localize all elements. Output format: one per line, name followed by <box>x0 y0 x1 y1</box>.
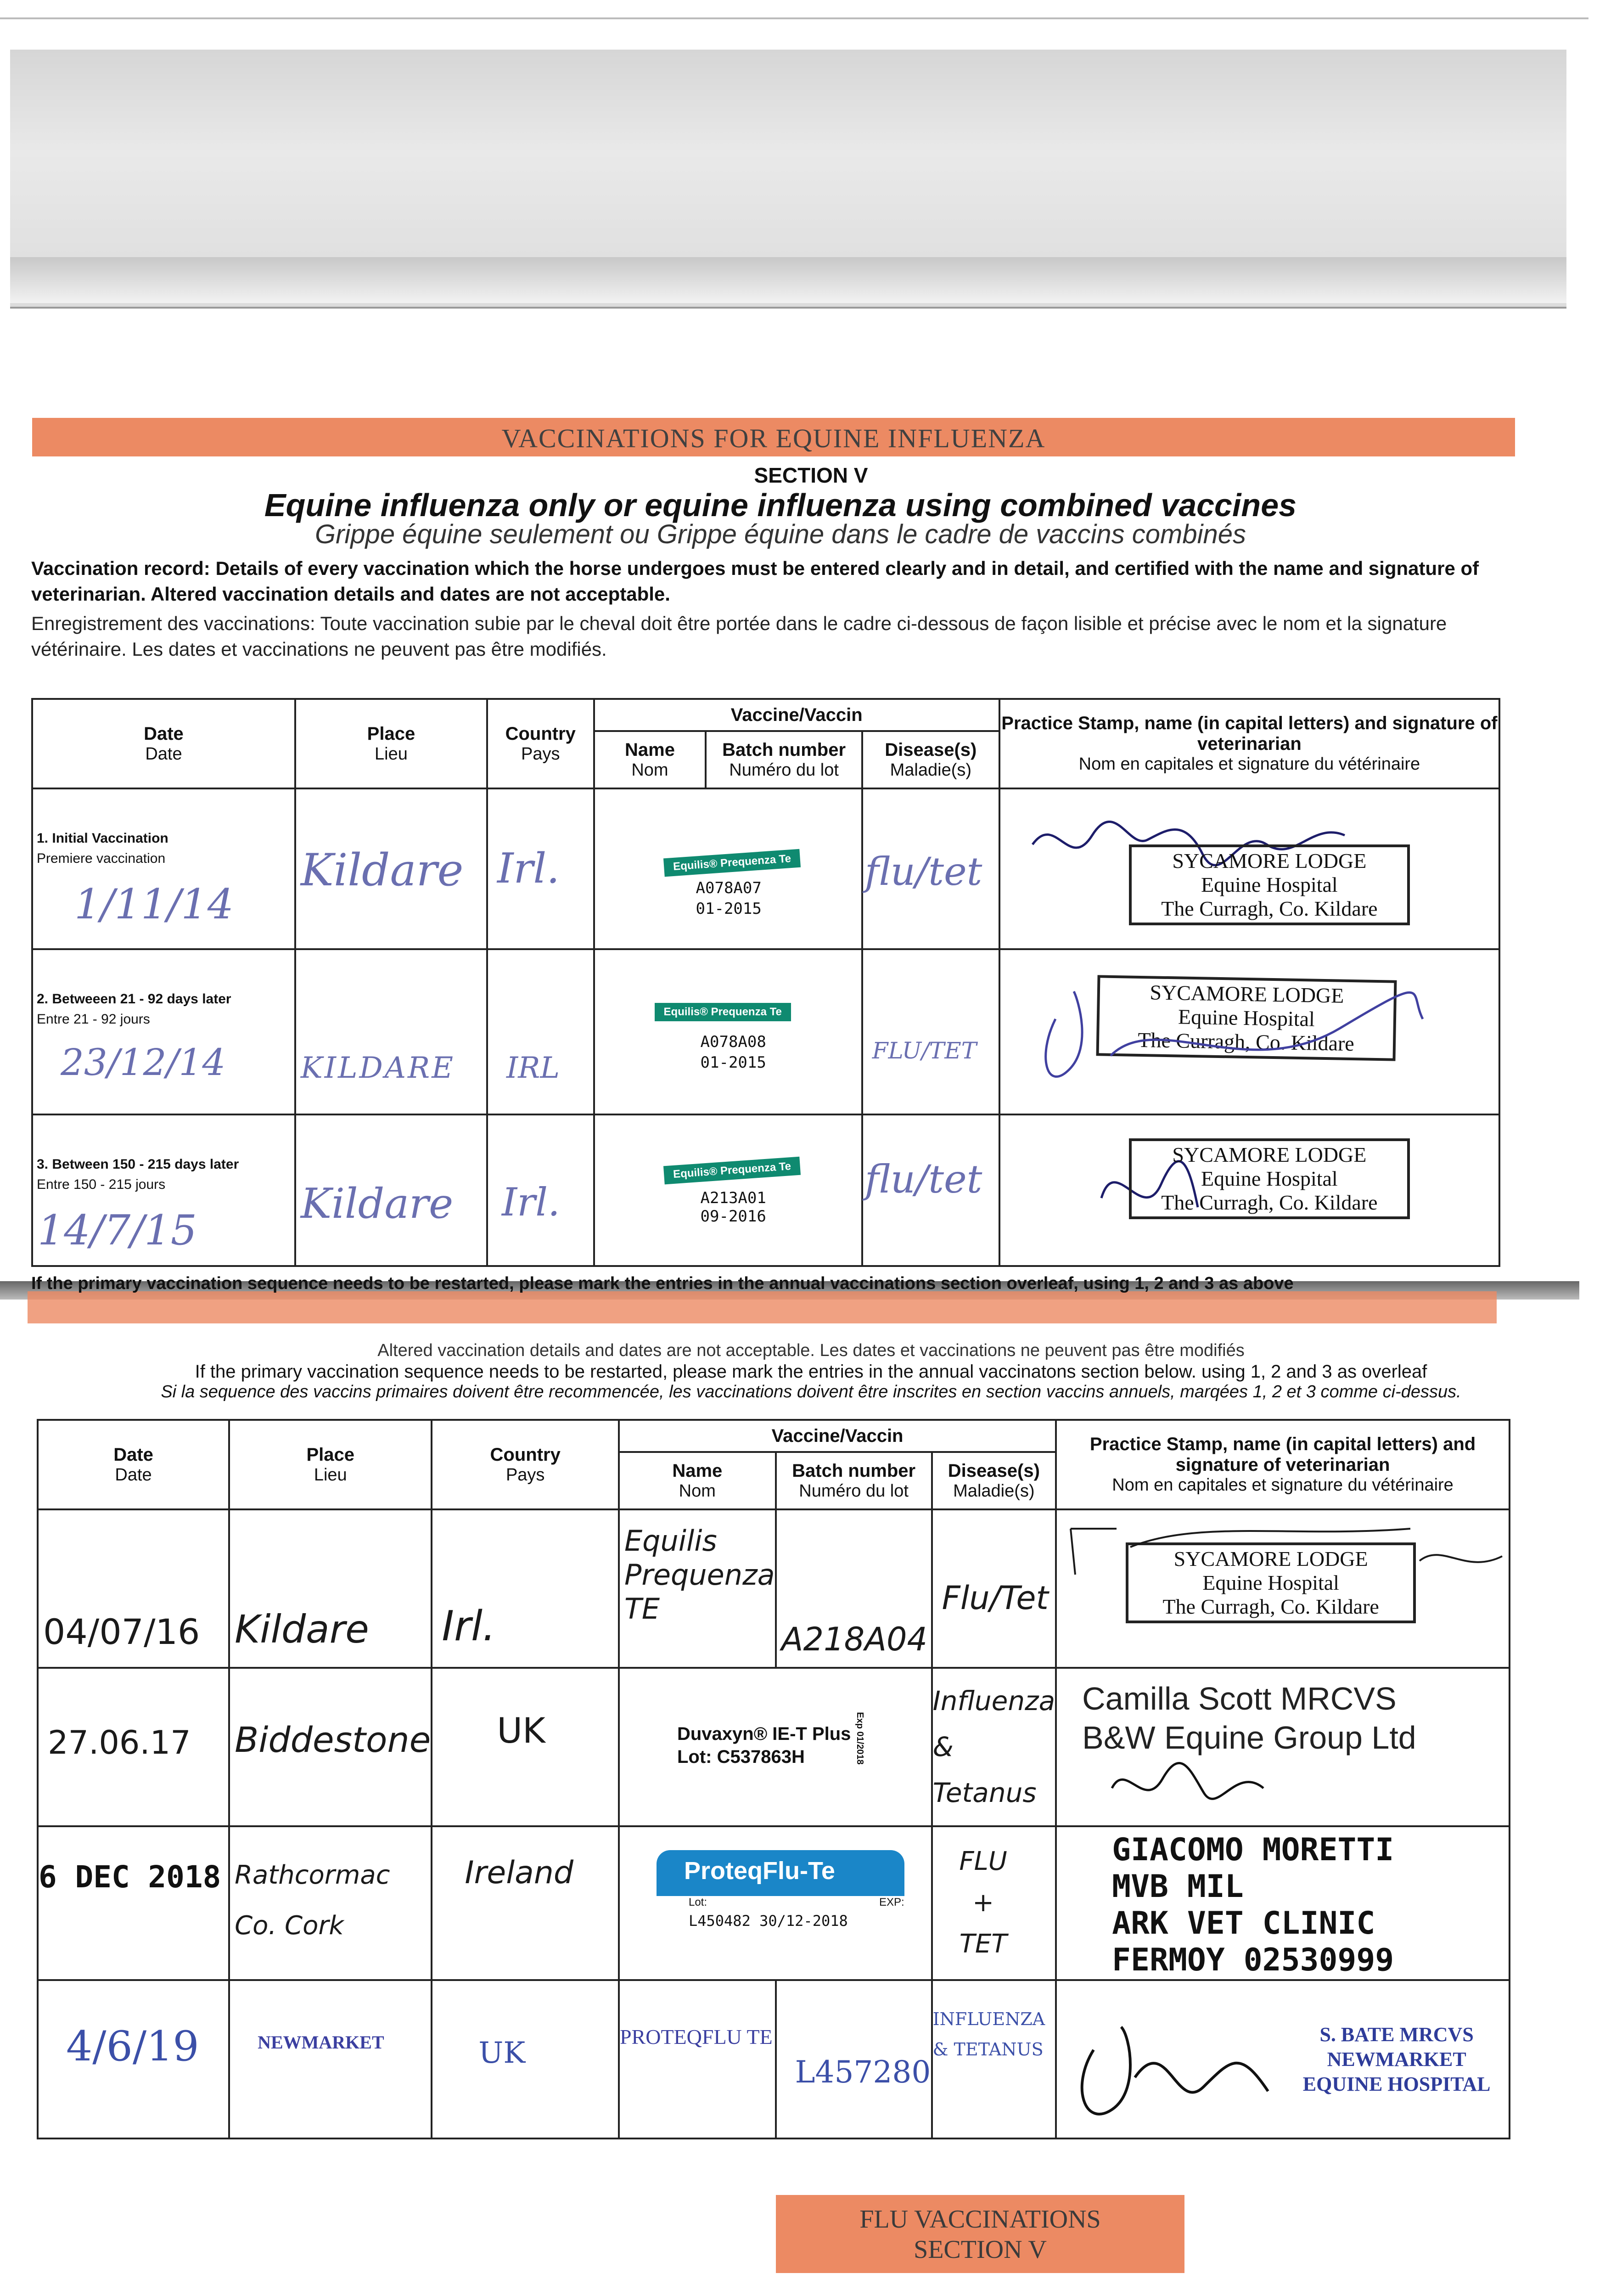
disease-value: FLU + TET <box>959 1846 1007 1959</box>
country-value: Ireland <box>465 1855 574 1891</box>
header-batch: Batch number <box>722 739 846 760</box>
signature <box>1107 1761 1273 1811</box>
disease-value: flu/tet <box>864 849 982 894</box>
table-row <box>38 1826 1510 1980</box>
top-rule <box>0 17 1588 19</box>
scan-shadow-strip <box>10 257 1566 303</box>
practice-stamp: SYCAMORE LODGE Equine Hospital The Curragh, Co. Kildare <box>1129 1138 1410 1219</box>
date-value: 23/12/14 <box>61 1041 226 1084</box>
table-header: Date Date Place Lieu Country Pays Vaccine/Vaccin Practice Stamp, name (in capital letters) and signature of veterinarian Nom en capitales et signature du vétérinaire <box>38 1420 1510 1452</box>
row-label-fr: Entre 21 - 92 jours <box>37 1012 150 1027</box>
title-fr: Grippe équine seulement ou Grippe équine dans le cadre de vaccins combinés <box>314 519 1246 549</box>
place-value: NEWMARKET <box>258 2032 384 2053</box>
vaccine-label: Equilis® Prequenza Te <box>663 849 800 877</box>
disease-value: Flu/Tet <box>942 1579 1049 1617</box>
practice-stamp: SYCAMORE LODGE Equine Hospital The Curragh, Co. Kildare <box>1129 844 1410 925</box>
header-stamp: Practice Stamp, name (in capital letters) and signature of veterinarian <box>1001 713 1498 754</box>
page-fold-banner <box>28 1291 1497 1323</box>
header-stamp: Practice Stamp, name (in capital letters) and signature of veterinarian <box>1089 1434 1476 1475</box>
date-value: 1/11/14 <box>74 880 234 929</box>
date-value: 27.06.17 <box>48 1724 191 1761</box>
date-value: 6 DEC 2018 <box>39 1859 221 1895</box>
header-vaccine: Vaccine/Vaccin <box>594 699 999 731</box>
place-value: Kildare <box>300 844 464 896</box>
practice-stamp: S. BATE MRCVS NEWMARKET EQUINE HOSPITAL <box>1302 2023 1491 2095</box>
country-value: Irl. <box>497 844 560 893</box>
table-row <box>32 949 1499 1114</box>
vaccine-label: Equilis® Prequenza Te <box>655 1003 791 1021</box>
row-label: 3. Between 150 - 215 days later <box>37 1157 239 1172</box>
lot-caption: Lot: <box>688 1896 707 1908</box>
vaccine-label: ProteqFlu-Te <box>657 1850 904 1896</box>
batch-value: Lot: C537863H <box>677 1747 805 1767</box>
row-label-fr: Premiere vaccination <box>37 851 166 866</box>
footer-banner <box>776 2195 1184 2273</box>
practice-stamp: SYCAMORE LODGE Equine Hospital The Curragh, Co. Kildare <box>1096 975 1397 1061</box>
row-label: 2. Betweeen 21 - 92 days later <box>37 991 231 1007</box>
batch-value: A218A04 <box>781 1621 928 1658</box>
place-value: Kildare <box>235 1607 369 1652</box>
vaccine-label: Equilis® Prequenza Te <box>663 1157 800 1185</box>
header-date: Date <box>113 1444 153 1465</box>
expiry-value: 01-2015 <box>700 1053 766 1072</box>
signature <box>1019 964 1432 1102</box>
batch-value: A213A01 <box>700 1189 766 1207</box>
expiry-value: 09-2016 <box>700 1207 766 1226</box>
header-place: Place <box>367 723 415 744</box>
disease-value: INFLUENZA & TETANUS <box>932 2009 1045 2060</box>
header-date: Date <box>144 723 184 744</box>
country-value: Irl. <box>501 1180 560 1225</box>
table-row <box>38 1980 1510 2138</box>
table-row <box>32 788 1499 949</box>
country-value: IRL <box>506 1051 560 1085</box>
table-row <box>38 1509 1510 1668</box>
header-place: Place <box>306 1444 354 1465</box>
disease-value: FLU/TET <box>872 1037 977 1064</box>
vaccine-label: Duvaxyn® IE-T Plus <box>677 1724 851 1744</box>
header-vaccine: Vaccine/Vaccin <box>619 1420 1056 1452</box>
country-value: Irl. <box>442 1602 496 1650</box>
header-name: Name <box>672 1460 723 1481</box>
title-en: Equine influenza only or equine influenza using combined vaccines <box>264 487 1297 523</box>
section-label: SECTION V <box>754 463 868 487</box>
restart-note-fr: Si la sequence des vaccins primaires doivent être recommencée, les vaccinations doivent être inscrites en section vaccins annuels, marqées 1, 2 et 3 comme ci-dessus. <box>161 1382 1461 1401</box>
country-value: UK <box>497 1710 545 1751</box>
table-row <box>38 1668 1510 1826</box>
place-value: Biddestone <box>235 1719 431 1760</box>
date-value: 14/7/15 <box>38 1206 197 1255</box>
place-value: KILDARE <box>300 1051 455 1085</box>
batch-value: A078A07 <box>696 879 762 897</box>
place-value: Rathcormac Co. Cork <box>235 1860 390 1941</box>
intro-fr: Enregistrement des vaccinations: Toute vaccination subie par le cheval doit être portée dans le cadre ci-dessous de façon lisible et précise avec le nom et la signature vétérinaire. Les dates et vaccinations ne peuvent pas être modifiés. <box>31 613 1447 660</box>
vaccine-name: Equilis Prequenza TE <box>624 1524 775 1626</box>
header-batch: Batch number <box>792 1460 916 1481</box>
date-value: 04/07/16 <box>43 1611 200 1652</box>
batch-value: L457280 <box>795 2054 931 2090</box>
section-banner: VACCINATIONS FOR EQUINE INFLUENZA <box>32 418 1515 456</box>
header-country: Country <box>505 723 576 744</box>
signature <box>1061 1510 1521 1602</box>
place-value: Kildare <box>300 1180 454 1228</box>
header-country: Country <box>490 1444 561 1465</box>
vet-name: Camilla Scott MRCVS <box>1082 1681 1397 1716</box>
header-disease: Disease(s) <box>885 739 977 760</box>
vet-group: B&W Equine Group Ltd <box>1082 1720 1416 1756</box>
batch-value: A078A08 <box>700 1033 766 1051</box>
intro-en: Vaccination record: Details of every vaccination which the horse undergoes must be entered clearly and in detail, and certified with the name and signature of veterinarian. Altered vaccination details and dates are not acceptable. <box>31 557 1479 605</box>
annual-vaccination-table: Date Date Place Lieu Country Pays Vaccine/Vaccin Practice Stamp, name (in capital letters) and signature of veterinarian Nom en capitales et signature du vétérinaire Name Nom Batch number Numéro du lot Disease(s) Maladie(s) 04/07/16 Kildare Irl. Equilis Prequenza TE A218A04 Flu/Tet SYCAMORE LODGE Equine Hospital The Curragh, Co. Kildare 27.06.17 Biddestone UK Duvaxyn® IE-T Plus Lot: C537863H Exp 01/2018 Influenza & Tetanus Camilla Scott MRCVS B&W Equine Group Ltd 6 DEC 2018 Rathcormac Co. Cork Ireland ProteqFlu-Te Lot: EXP: L450482 30/12-2018 FLU + TET GIACOMO MORETTI MVB MIL ARK VET CLINIC FERMOY 02530999 4/6/19 NEWMARKET UK PROTEQFLU TE L457280 INFLUENZA & TETANUS S. BATE MRCVS NEWMARKET EQUINE HOSPITAL <box>37 1419 1510 2139</box>
practice-stamp: SYCAMORE LODGE Equine Hospital The Curragh, Co. Kildare <box>1126 1542 1416 1623</box>
disease-value: flu/tet <box>864 1157 982 1202</box>
expiry-caption: EXP: <box>879 1896 904 1908</box>
restart-note-top: If the primary vaccination sequence needs to be restarted, please mark the entries in the annual vaccinations section overleaf, using 1, 2 and 3 as above <box>31 1274 1294 1293</box>
disease-value: Influenza & Tetanus <box>932 1685 1055 1808</box>
row-label-fr: Entre 150 - 215 jours <box>37 1177 166 1192</box>
header-disease: Disease(s) <box>948 1460 1040 1481</box>
signature <box>1066 1995 1277 2133</box>
batch-value: L450482 30/12-2018 <box>688 1912 848 1930</box>
header-name: Name <box>625 739 675 760</box>
expiry-value: 01-2015 <box>696 900 762 918</box>
table-header: Date Date Place Lieu Country Pays Vaccine/Vaccin Practice Stamp, name (in capital letters) and signature of veterinarian Nom en capitales et signature du vétérinaire <box>32 699 1499 731</box>
table-row <box>32 1114 1499 1266</box>
country-value: UK <box>478 2036 526 2070</box>
restart-note-en: If the primary vaccination sequence needs to be restarted, please mark the entries in the annual vaccinatons section below. using 1, 2 and 3 as overleaf <box>195 1362 1427 1382</box>
vaccine-name: PROTEQFLU TE <box>619 2025 773 2048</box>
date-value: 4/6/19 <box>66 2022 199 2071</box>
practice-stamp: GIACOMO MORETTI MVB MIL ARK VET CLINIC FERMOY 02530999 <box>1112 1832 1394 1978</box>
row-label: 1. Initial Vaccination <box>37 831 168 846</box>
footer-banner-line-1: FLU VACCINATIONS <box>859 2205 1101 2234</box>
primary-vaccination-table: Date Date Place Lieu Country Pays Vaccine/Vaccin Practice Stamp, name (in capital letters) and signature of veterinarian Nom en capitales et signature du vétérinaire Name Nom Batch number Numéro du lot Disease(s) Maladie(s) 1. Initial Vaccination Premiere vaccination 1/11/14 Kildare Irl. Equilis® Prequenza Te A078A07 01-2015 flu/tet SYCAMORE LODGE Equine Hospital The Curragh, Co. Kildare 2. Betweeen 21 - 92 days later Entre 21 - 92 jours 23/12/14 KILDARE IRL Equilis® Prequenza Te A078A08 01-2015 FLU/TET SYCAMORE LODGE Equine Hospital The Curragh, Co. Kildare 3. Between 150 - 215 days later Entre 150 - 215 jours 14/7/15 Kildare Irl. Equilis® Prequenza Te A213A01 09-2016 flu/tet SYCAMORE LODGE Equine Hospital The Curragh, Co. Kildare <box>31 698 1500 1267</box>
altered-note: Altered vaccination details and dates are not acceptable. Les dates et vaccinations ne peuvent pas être modifiés <box>377 1341 1245 1360</box>
footer-banner-line-2: SECTION V <box>914 2235 1047 2264</box>
expiry-value: Exp 01/2018 <box>854 1712 865 1765</box>
